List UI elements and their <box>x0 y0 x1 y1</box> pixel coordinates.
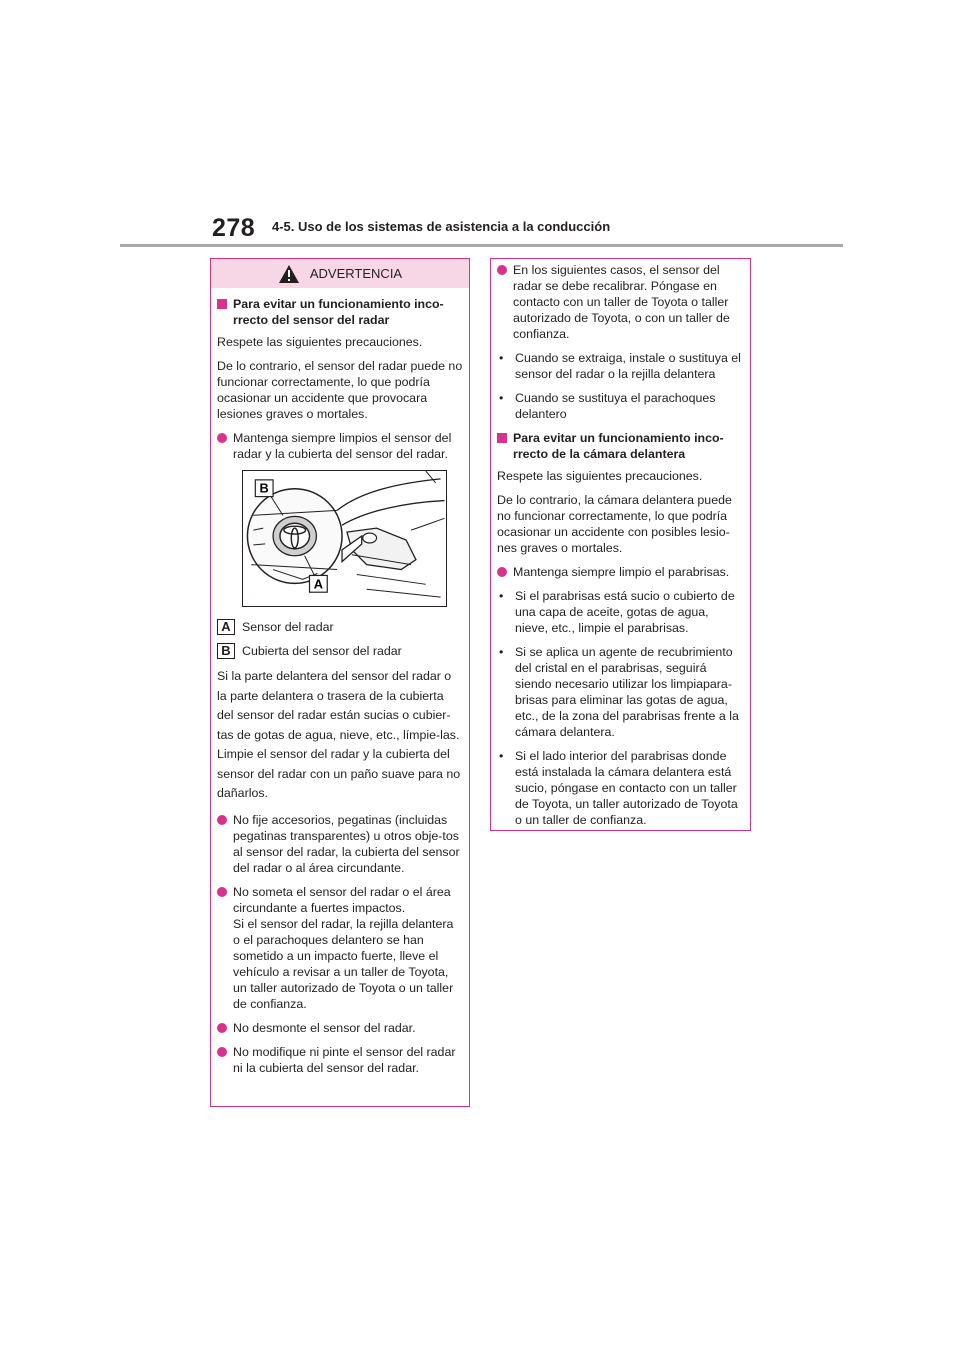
bullet-mark: • <box>499 351 504 365</box>
warning-title: ADVERTENCIA <box>309 266 403 281</box>
list-item: Mantenga siempre limpios el sensor del radar y la cubierta del sensor del radar. <box>217 430 463 462</box>
legend-b: B Cubierta del sensor del radar <box>217 643 463 659</box>
list-item: No someta el sensor del radar o el área circundante a fuertes impactos. Si el sensor del radar, la rejilla delantera o el parachoques delantero se han sometido a un impacto fuerte, lleve el vehículo a revisar a un taller de Toyota, un taller autorizado de Toyota o un taller de confianza. <box>217 884 463 1012</box>
warning-header <box>211 259 469 288</box>
paragraph: Respete las siguientes precauciones. <box>497 469 703 483</box>
legend-key-a: A <box>217 619 235 635</box>
square-bullet-icon <box>497 433 507 443</box>
figure-label-b: B <box>259 480 269 496</box>
header-rule <box>120 244 843 247</box>
page-header <box>0 0 960 250</box>
warning-heading: Para evitar un funcionamiento inco-rrecto de la cámara delantera <box>497 430 743 462</box>
list-item: • Cuando se extraiga, instale o sustituya el sensor del radar o la rejilla delantera <box>499 351 741 381</box>
warning-box-continued <box>490 258 751 831</box>
section-title: 4-5. Uso de los sistemas de asistencia a la conducción <box>272 219 611 234</box>
dot-bullet-icon <box>497 265 507 275</box>
list-item: • Si el lado interior del parabrisas donde está instalada la cámara delantera está sucio, póngase en contacto con un taller de Toyota, un taller autorizado de Toyota o un taller de confianza. <box>499 749 738 827</box>
dot-bullet-icon <box>497 567 507 577</box>
dot-bullet-icon <box>217 433 227 443</box>
paragraph: De lo contrario, el sensor del radar puede no funcionar correctamente, lo que podría ocasionar un accidente que provocara lesiones graves o mortales. <box>217 359 463 421</box>
list-item: Mantenga siempre limpio el parabrisas. <box>497 564 743 580</box>
bullet-mark: • <box>499 391 504 405</box>
warning-content-continued <box>497 262 743 836</box>
paragraph: Limpie el sensor del radar y la cubierta del sensor del radar con un paño suave para no dañarlos. <box>217 747 461 800</box>
paragraph: Respete las siguientes precauciones. <box>217 335 423 349</box>
legend-key-b: B <box>217 643 235 659</box>
page-number: 278 <box>212 214 256 242</box>
list-item: • Si el parabrisas está sucio o cubierto de una capa de aceite, gotas de agua, nieve, etc., limpie el parabrisas. <box>499 589 735 635</box>
square-bullet-icon <box>217 299 227 309</box>
bullet-mark: • <box>499 645 504 659</box>
paragraph: Si la parte delantera del sensor del radar o la parte delantera o trasera de la cubierta del sensor del radar están sucias o cubier-tas de gotas de agua, nieve, etc., límpie-las. <box>217 669 460 742</box>
list-item: En los siguientes casos, el sensor del radar se debe recalibrar. Póngase en contacto con un taller de Toyota o taller autorizado de Toyota, o con un taller de confianza. <box>497 262 743 342</box>
radar-sensor-figure <box>242 470 447 607</box>
list-item: No modifique ni pinte el sensor del radar ni la cubierta del sensor del radar. <box>217 1044 463 1076</box>
figure-label-a: A <box>313 576 324 592</box>
dot-bullet-icon <box>217 1023 227 1033</box>
warning-heading: Para evitar un funcionamiento inco-rrecto del sensor del radar <box>217 296 463 328</box>
warning-triangle-icon <box>278 264 300 284</box>
bullet-mark: • <box>499 749 504 763</box>
warning-box <box>210 258 470 1107</box>
paragraph: De lo contrario, la cámara delantera puede no funcionar correctamente, lo que podría ocasionar un accidente con posibles lesio-nes graves o mortales. <box>497 493 732 555</box>
bullet-mark: • <box>499 589 504 603</box>
dot-bullet-icon <box>217 815 227 825</box>
warning-content <box>217 296 463 1084</box>
list-item: No desmonte el sensor del radar. <box>217 1020 463 1036</box>
list-item: No fije accesorios, pegatinas (incluidas pegatinas transparentes) u otros obje-tos al sensor del radar, la cubierta del sensor del radar o al área circundante. <box>217 812 463 876</box>
legend-a: A Sensor del radar <box>217 619 463 635</box>
dot-bullet-icon <box>217 887 227 897</box>
list-item: • Si se aplica un agente de recubrimiento del cristal en el parabrisas, seguirá siendo necesario utilizar los limpiapara-brisas para eliminar las gotas de agua, etc., de la zona del parabrisas frente a la cámara delantera. <box>499 645 739 739</box>
dot-bullet-icon <box>217 1047 227 1057</box>
list-item: • Cuando se sustituya el parachoques delantero <box>499 391 716 421</box>
